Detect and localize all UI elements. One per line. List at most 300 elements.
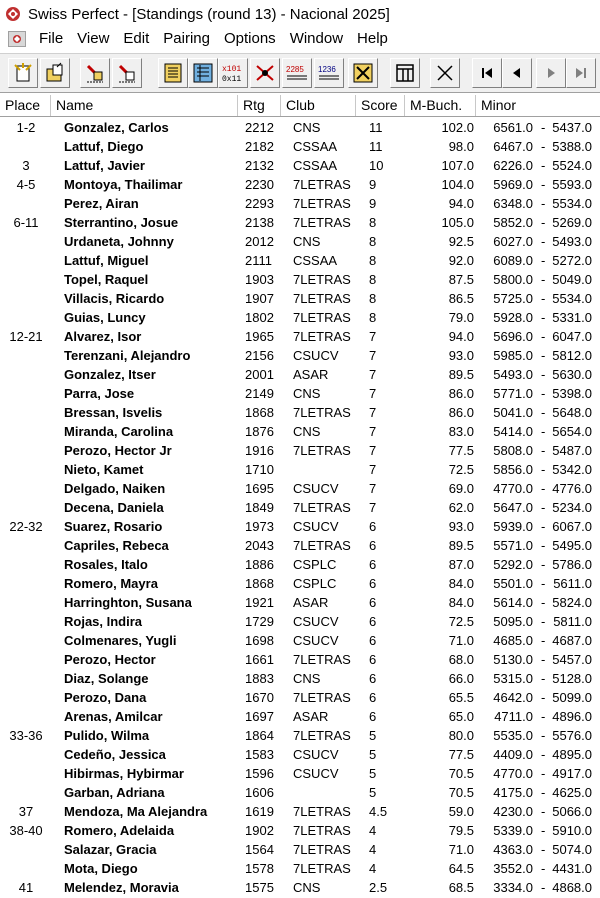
menu-view[interactable]: View [77,30,110,47]
table-row[interactable] [0,745,600,764]
rating-cell: 1916 [245,443,274,458]
player-name-cell: Montoya, Thailimar [64,177,183,192]
table-row[interactable] [0,555,600,574]
club-cell: 7LETRAS [293,823,351,838]
table-row[interactable] [0,840,600,859]
minor-second-cell: 5910.0 [552,823,592,838]
minor-second-cell: 5812.0 [552,348,592,363]
club-cell: 7LETRAS [293,196,351,211]
table-row[interactable] [0,232,600,251]
minor-first-cell: 5928.0 [493,310,533,325]
menu-help[interactable]: Help [357,30,388,47]
minor-second-cell: 5234.0 [552,500,592,515]
rating-cell: 2043 [245,538,274,553]
score-cell: 8 [369,253,377,268]
mbuch-cell: 72.5 [448,462,474,477]
player-name-cell: Garban, Adriana [64,785,165,800]
table-row[interactable] [0,308,600,327]
club-cell: 7LETRAS [293,272,351,287]
minor-separator: - [541,880,546,895]
club-cell: CNS [293,120,321,135]
minor-separator: - [541,196,546,211]
minor-separator: - [541,253,546,268]
minor-separator: - [541,728,546,743]
minor-separator: - [541,348,546,363]
place-cell: 6-11 [13,215,39,230]
rating-cell: 1876 [245,424,274,439]
minor-separator: - [541,633,546,648]
score-cell: 6 [369,633,377,648]
delete-round-button[interactable] [430,58,460,88]
minor-separator: - [541,842,546,857]
mbuch-cell: 87.5 [448,272,474,287]
mbuch-cell: 62.0 [448,500,474,515]
mbuch-cell: 86.0 [448,386,474,401]
table-layout-icon [394,62,416,84]
column-header-name[interactable]: Name [51,95,238,116]
table-row[interactable] [0,403,600,422]
mbuch-cell: 65.0 [448,709,474,724]
club-cell: ASAR [293,367,329,382]
minor-separator: - [541,519,546,534]
menu-options[interactable]: Options [223,30,276,47]
minor-separator: - [541,158,546,173]
table-row[interactable] [0,194,600,213]
table-row[interactable] [0,327,600,346]
table-row[interactable] [0,783,600,802]
table-row[interactable] [0,669,600,688]
minor-first-cell: 5535.0 [493,728,533,743]
window-title: Swiss Perfect - [Standings (round 13) - Nacional 2025] [28,5,390,23]
player-name-cell: Lattuf, Miguel [64,253,149,268]
previous-round-button[interactable] [502,58,532,88]
score-cell: 7 [369,462,377,477]
minor-second-cell: 5398.0 [552,386,592,401]
rating-cell: 2212 [245,120,274,135]
mbuch-cell: 71.0 [448,842,474,857]
mbuch-cell: 83.0 [448,424,474,439]
table-row[interactable] [0,726,600,745]
score-cell: 7 [369,386,377,401]
column-header-rtg[interactable]: Rtg [238,95,281,116]
rating-cell: 1868 [245,405,274,420]
edit-player-button[interactable] [112,58,142,88]
table-row[interactable] [0,650,600,669]
minor-second-cell: 5593.0 [552,177,592,192]
minor-separator: - [541,462,546,477]
score-cell: 4.5 [369,804,388,819]
table-row[interactable] [0,460,600,479]
minor-separator: - [541,614,546,629]
export-icon [352,62,374,84]
mbuch-cell: 86.0 [448,405,474,420]
minor-second-cell: 5611.0 [553,576,592,591]
minor-first-cell: 5571.0 [493,538,533,553]
table-row[interactable] [0,213,600,232]
club-cell: CNS [293,424,321,439]
column-header-mbuch[interactable]: M-Buch. [405,95,476,116]
club-cell: 7LETRAS [293,861,351,876]
player-name-cell: Capriles, Rebeca [64,538,169,553]
table-row[interactable] [0,289,600,308]
score-cell: 11 [369,120,383,135]
results-button[interactable] [218,58,248,88]
score-cell: 5 [369,728,377,743]
rating-cell: 1802 [245,310,274,325]
minor-separator: - [541,386,546,401]
score-cell: 7 [369,329,377,344]
player-name-cell: Mota, Diego [64,861,138,876]
minor-second-cell: 5524.0 [552,158,592,173]
score-cell: 10 [369,158,384,173]
numbers-button[interactable] [314,58,344,88]
next-round-button[interactable] [536,58,566,88]
player-name-cell: Pulido, Wilma [64,728,150,743]
club-cell: 7LETRAS [293,405,351,420]
toolbar [0,53,600,93]
table-row[interactable] [0,498,600,517]
minor-second-cell: 5074.0 [552,842,592,857]
table-row[interactable] [0,118,600,137]
player-name-cell: Arenas, Amilcar [64,709,163,724]
player-name-cell: Lattuf, Diego [64,139,144,154]
menu-edit[interactable]: Edit [123,30,150,47]
minor-separator: - [541,310,546,325]
table-row[interactable] [0,593,600,612]
table-row[interactable] [0,707,600,726]
player-name-cell: Perozo, Dana [64,690,147,705]
club-cell: 7LETRAS [293,443,351,458]
player-name-cell: Rosales, Italo [64,557,148,572]
mbuch-cell: 65.5 [448,690,474,705]
player-name-cell: Terenzani, Alejandro [64,348,191,363]
minor-second-cell: 4776.0 [552,481,592,496]
player-name-cell: Urdaneta, Johnny [64,234,174,249]
standings-table [0,118,600,897]
club-cell: CSPLC [293,576,337,591]
player-name-cell: Decena, Daniela [64,500,164,515]
place-cell: 33-36 [9,728,43,743]
table-row[interactable] [0,384,600,403]
swiss-perfect-logo-icon [4,5,22,23]
score-cell: 6 [369,595,377,610]
minor-first-cell: 4770.0 [493,481,533,496]
score-cell: 6 [369,671,377,686]
minor-separator: - [541,804,546,819]
minor-first-cell: 5130.0 [493,652,533,667]
minor-separator: - [541,215,546,230]
minor-separator: - [541,652,546,667]
club-cell: 7LETRAS [293,310,351,325]
mbuch-cell: 107.0 [441,158,474,173]
rating-cell: 2156 [245,348,274,363]
minor-separator: - [541,557,546,572]
mbuch-cell: 66.0 [448,671,474,686]
minor-second-cell: 5049.0 [552,272,592,287]
minor-first-cell: 5856.0 [493,462,533,477]
minor-separator: - [541,690,546,705]
minor-first-cell: 3334.0 [493,880,533,895]
score-cell: 6 [369,690,377,705]
minor-first-cell: 5292.0 [493,557,533,572]
mbuch-cell: 89.5 [448,538,474,553]
club-cell: 7LETRAS [293,804,351,819]
place-cell: 37 [18,804,34,819]
rating-cell: 1564 [245,842,274,857]
club-cell: CNS [293,880,321,895]
score-cell: 8 [369,272,377,287]
minor-first-cell: 5493.0 [493,367,533,382]
player-name-cell: Bressan, Isvelis [64,405,163,420]
score-cell: 6 [369,614,377,629]
column-header-minor[interactable]: Minor [476,95,600,116]
club-cell: 7LETRAS [293,500,351,515]
table-row[interactable] [0,365,600,384]
player-name-cell: Rojas, Indira [64,614,143,629]
rating-cell: 1729 [245,614,274,629]
add-player-icon [84,62,106,84]
table-row[interactable] [0,251,600,270]
club-cell: CSSAA [293,139,338,154]
rating-cell: 1583 [245,747,274,762]
score-cell: 4 [369,842,377,857]
place-cell: 1-2 [16,120,36,135]
previous-round-icon [510,66,524,80]
minor-separator: - [541,291,546,306]
mbuch-cell: 68.0 [448,652,474,667]
table-row[interactable] [0,631,600,650]
first-round-icon [480,66,494,80]
mbuch-cell: 92.5 [448,234,474,249]
minor-separator: - [541,424,546,439]
minor-second-cell: 4431.0 [552,861,592,876]
minor-first-cell: 5095.0 [493,614,533,629]
minor-second-cell: 5786.0 [552,557,592,572]
column-header-place[interactable]: Place [0,95,51,116]
table-row[interactable] [0,764,600,783]
minor-separator: - [541,747,546,762]
minor-separator: - [541,671,546,686]
crosstable-button[interactable] [188,58,218,88]
minor-first-cell: 5725.0 [493,291,533,306]
minor-first-cell: 5800.0 [493,272,533,287]
minor-first-cell: 5339.0 [493,823,533,838]
table-row[interactable] [0,802,600,821]
player-name-cell: Sterrantino, Josue [64,215,179,230]
minor-separator: - [541,120,546,135]
minor-second-cell: 5342.0 [552,462,592,477]
menu-pairing[interactable]: Pairing [163,30,210,47]
minor-first-cell: 5501.0 [493,576,533,591]
open-tournament-button[interactable] [40,58,70,88]
rating-cell: 1902 [245,823,274,838]
score-cell: 4 [369,861,377,876]
score-cell: 6 [369,652,377,667]
score-cell: 5 [369,766,377,781]
add-player-button[interactable] [80,58,110,88]
player-name-cell: Mendoza, Ma Alejandra [64,804,208,819]
minor-first-cell: 4770.0 [493,766,533,781]
minor-second-cell: 5534.0 [552,291,592,306]
mbuch-cell: 80.0 [448,728,474,743]
place-cell: 22-32 [9,519,43,534]
minor-separator: - [541,139,546,154]
score-cell: 2.5 [369,880,388,895]
mbuch-cell: 94.0 [448,196,474,211]
minor-first-cell: 6467.0 [493,139,533,154]
score-cell: 6 [369,576,377,591]
player-name-cell: Alvarez, Isor [64,329,142,344]
next-round-icon [544,66,558,80]
minor-separator: - [541,234,546,249]
score-cell: 11 [369,139,383,154]
score-cell: 7 [369,424,377,439]
minor-second-cell: 4625.0 [552,785,592,800]
mbuch-cell: 59.0 [448,804,474,819]
minor-first-cell: 6348.0 [493,196,533,211]
minor-second-cell: 5331.0 [552,310,592,325]
rating-cell: 1578 [245,861,274,876]
ratings-button[interactable] [282,58,312,88]
table-row[interactable] [0,878,600,897]
club-cell: CNS [293,386,321,401]
rating-cell: 1849 [245,500,274,515]
minor-second-cell: 5824.0 [552,595,592,610]
minor-second-cell: 5534.0 [552,196,592,211]
table-row[interactable] [0,346,600,365]
table-row[interactable] [0,422,600,441]
table-row[interactable] [0,612,600,631]
minor-second-cell: 4868.0 [552,880,592,895]
player-name-cell: Guias, Luncy [64,310,146,325]
document-system-menu-icon[interactable] [8,31,26,47]
last-round-button[interactable] [566,58,596,88]
table-row[interactable] [0,137,600,156]
minor-second-cell: 5272.0 [552,253,592,268]
score-cell: 8 [369,310,377,325]
rating-cell: 1883 [245,671,274,686]
new-tournament-button[interactable] [8,58,38,88]
score-cell: 7 [369,405,377,420]
score-cell: 8 [369,215,377,230]
first-round-button[interactable] [472,58,502,88]
column-header-score[interactable]: Score [356,95,405,116]
minor-separator: - [541,861,546,876]
score-cell: 6 [369,519,377,534]
player-name-cell: Nieto, Kamet [64,462,144,477]
minor-first-cell: 5696.0 [493,329,533,344]
club-cell: ASAR [293,595,329,610]
mbuch-cell: 89.5 [448,367,474,382]
table-row[interactable] [0,574,600,593]
player-name-cell: Perez, Airan [64,196,139,211]
minor-second-cell: 4687.0 [552,633,592,648]
place-cell: 3 [22,158,30,173]
standings-button[interactable] [158,58,188,88]
export-button[interactable] [348,58,378,88]
club-cell: 7LETRAS [293,842,351,857]
table-row[interactable] [0,156,600,175]
rating-cell: 1907 [245,291,274,306]
player-name-cell: Colmenares, Yugli [64,633,177,648]
table-row[interactable] [0,479,600,498]
rating-cell: 1698 [245,633,274,648]
rating-cell: 1661 [245,652,274,667]
minor-first-cell: 5939.0 [493,519,533,534]
player-name-cell: Salazar, Gracia [64,842,157,857]
minor-first-cell: 5771.0 [493,386,533,401]
player-name-cell: Miranda, Carolina [64,424,174,439]
table-row[interactable] [0,536,600,555]
table-row[interactable] [0,821,600,840]
minor-second-cell: 4896.0 [552,709,592,724]
pairing-icon [254,62,276,84]
player-name-cell: Lattuf, Javier [64,158,145,173]
score-cell: 4 [369,823,377,838]
ratings-2285-icon [285,62,309,84]
score-cell: 9 [369,177,377,192]
minor-second-cell: 5066.0 [552,804,592,819]
player-name-cell: Villacis, Ricardo [64,291,165,306]
player-name-cell: Diaz, Solange [64,671,149,686]
minor-second-cell: 5128.0 [552,671,592,686]
rating-cell: 2149 [245,386,274,401]
minor-separator: - [541,576,546,591]
minor-separator: - [541,329,546,344]
minor-second-cell: 5099.0 [552,690,592,705]
minor-separator: - [541,443,546,458]
table-row[interactable] [0,688,600,707]
minor-first-cell: 4685.0 [493,633,533,648]
minor-first-cell: 4230.0 [493,804,533,819]
pairing-button[interactable] [250,58,280,88]
minor-first-cell: 6089.0 [493,253,533,268]
minor-second-cell: 5437.0 [552,120,592,135]
club-cell: CSUCV [293,766,339,781]
player-name-cell: Romero, Mayra [64,576,158,591]
minor-separator: - [541,405,546,420]
player-name-cell: Delgado, Naiken [64,481,166,496]
menu-window[interactable]: Window [289,30,344,47]
menu-file[interactable]: File [39,30,64,47]
table-layout-button[interactable] [390,58,420,88]
minor-first-cell: 4175.0 [493,785,533,800]
table-row[interactable] [0,517,600,536]
mbuch-cell: 105.0 [441,215,474,230]
column-header-club[interactable]: Club [281,95,356,116]
score-cell: 7 [369,443,377,458]
mbuch-cell: 79.5 [448,823,474,838]
table-row[interactable] [0,175,600,194]
mbuch-cell: 84.0 [448,595,474,610]
edit-player-icon [116,62,138,84]
rating-cell: 1864 [245,728,274,743]
table-row[interactable] [0,441,600,460]
results-icon [221,62,245,84]
mbuch-cell: 70.5 [448,785,474,800]
table-row[interactable] [0,270,600,289]
club-cell: CSPLC [293,557,337,572]
mbuch-cell: 69.0 [448,481,474,496]
rating-cell: 2132 [245,158,274,173]
minor-separator: - [541,272,546,287]
table-row[interactable] [0,859,600,878]
minor-first-cell: 4409.0 [493,747,533,762]
minor-first-cell: 5041.0 [493,405,533,420]
mbuch-cell: 98.0 [448,139,474,154]
minor-first-cell: 5985.0 [493,348,533,363]
minor-second-cell: 5811.0 [553,614,592,629]
